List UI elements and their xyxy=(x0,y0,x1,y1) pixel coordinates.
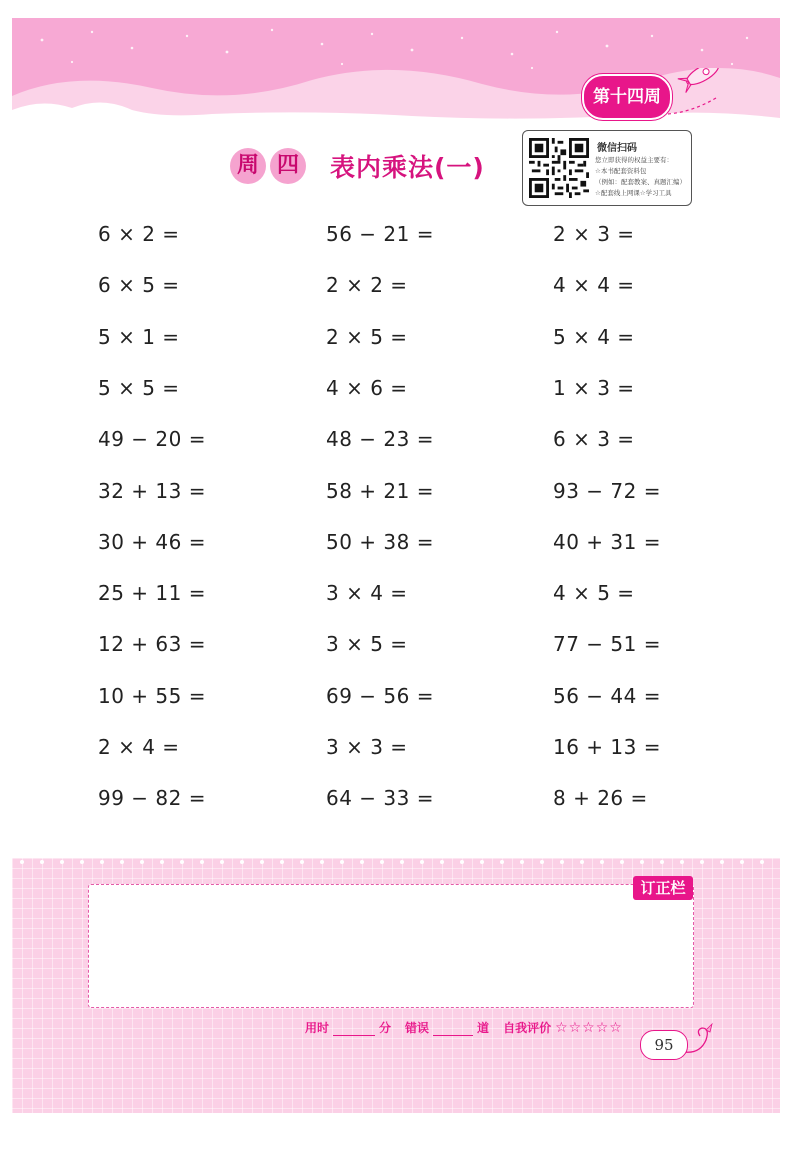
qr-line: ☆本书配套资料包 xyxy=(595,167,647,175)
correction-label: 订正栏 xyxy=(633,876,693,900)
math-problem: 6 × 5 = xyxy=(98,273,180,298)
time-label: 用时 xyxy=(305,1021,330,1035)
math-problem: 50 + 38 = xyxy=(326,529,434,554)
math-problem: 5 × 4 = xyxy=(553,324,635,349)
math-problem: 99 − 82 = xyxy=(98,786,206,811)
math-problem: 49 − 20 = xyxy=(98,427,206,452)
math-problem: 25 + 11 = xyxy=(98,581,206,606)
math-problem: 40 + 31 = xyxy=(553,529,661,554)
math-problem: 16 + 13 = xyxy=(553,735,661,759)
qr-code-icon[interactable] xyxy=(529,138,589,198)
math-problem: 3 × 4 = xyxy=(326,581,408,606)
math-problem: 77 − 51 = xyxy=(553,632,661,657)
minute-label: 分 xyxy=(379,1021,392,1035)
math-problem: 10 + 55 = xyxy=(98,683,206,708)
week-badge: 第十四周 xyxy=(582,74,672,120)
footer-stats xyxy=(305,1016,623,1036)
day-char-1: 周 xyxy=(230,148,266,184)
math-problem: 64 − 33 = xyxy=(326,786,434,811)
math-problem: 2 × 5 = xyxy=(326,324,408,349)
math-problem: 6 × 3 = xyxy=(553,427,635,452)
page-number: 95 xyxy=(640,1030,688,1060)
item-label: 道 xyxy=(477,1021,490,1035)
rating-stars-icon[interactable]: ☆☆☆☆☆ xyxy=(555,1020,623,1036)
qr-title: 微信扫码 xyxy=(597,143,637,154)
math-problem: 2 × 4 = xyxy=(98,735,180,759)
qr-line: ☆配套线上网课☆学习工具 xyxy=(595,189,672,197)
page-title xyxy=(230,144,485,188)
math-problem: 93 − 72 = xyxy=(553,478,661,503)
math-problem: 4 × 4 = xyxy=(553,273,635,298)
error-label: 错误 xyxy=(405,1021,430,1035)
math-problem: 30 + 46 = xyxy=(98,529,206,554)
math-problem: 3 × 5 = xyxy=(326,632,408,657)
math-problem: 12 + 63 = xyxy=(98,632,206,657)
math-problem: 48 − 23 = xyxy=(326,427,434,452)
math-problem: 8 + 26 = xyxy=(553,786,648,811)
notebook-holes xyxy=(12,858,780,870)
self-eval-label: 自我评价 xyxy=(503,1021,552,1035)
math-problem: 56 − 44 = xyxy=(553,683,661,708)
math-problem: 32 + 13 = xyxy=(98,478,206,503)
day-char-2: 四 xyxy=(270,148,306,184)
time-blank[interactable] xyxy=(333,1021,375,1036)
math-problem: 4 × 6 = xyxy=(326,375,408,400)
error-blank[interactable] xyxy=(433,1021,473,1036)
math-problem: 58 + 21 = xyxy=(326,478,434,503)
qr-line: （例如：配套教案、真题汇编） xyxy=(595,178,686,186)
math-problem: 5 × 1 = xyxy=(98,324,180,349)
qr-panel xyxy=(522,130,692,206)
math-problem: 56 − 21 = xyxy=(326,222,434,246)
math-problem: 3 × 3 = xyxy=(326,735,408,759)
math-problem: 2 × 3 = xyxy=(553,222,635,246)
correction-box[interactable] xyxy=(88,884,694,1008)
math-problem: 69 − 56 = xyxy=(326,683,434,708)
lesson-title: 表内乘法(一) xyxy=(330,153,485,182)
qr-line: 您立即获得的权益主要有： xyxy=(595,156,673,164)
math-problem: 4 × 5 = xyxy=(553,581,635,606)
math-problem: 6 × 2 = xyxy=(98,222,180,246)
math-problem: 5 × 5 = xyxy=(98,375,180,400)
math-problem: 1 × 3 = xyxy=(553,375,635,400)
math-problem: 2 × 2 = xyxy=(326,273,408,298)
